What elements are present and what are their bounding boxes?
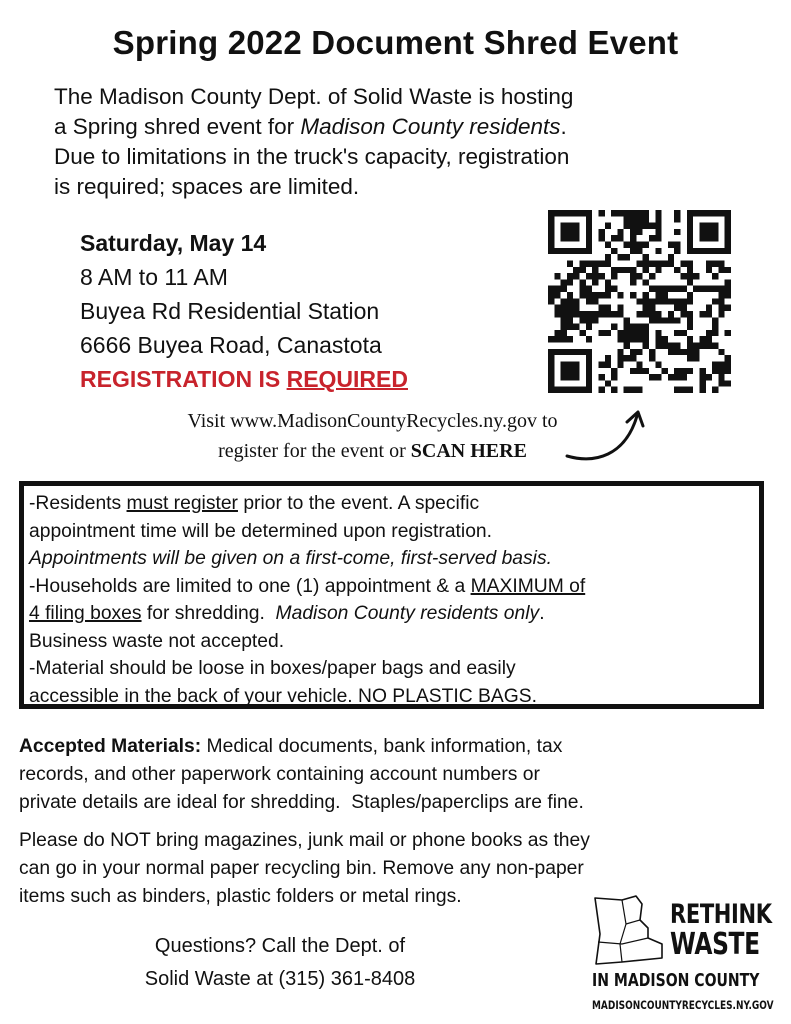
- rules-box: [19, 481, 764, 709]
- donot-line: items such as binders, plastic folders or metal rings.: [19, 886, 462, 907]
- visit-line: [110, 436, 635, 466]
- rule-emphasis: must register: [126, 493, 238, 514]
- rule-line: [29, 545, 753, 573]
- contact-line: Solid Waste at (315) 361-8408: [144, 968, 416, 990]
- rule-line: -Material should be loose in boxes/paper bags and easily: [29, 658, 516, 679]
- rule-line: accessible in the back of your vehicle. NO PLASTIC BAGS.: [29, 685, 537, 707]
- rethink-waste-logo: [592, 894, 780, 1019]
- rule-line: [29, 490, 753, 518]
- intro-line: is required; spaces are limited.: [54, 174, 360, 199]
- rule-emphasis: MAXIMUM of: [470, 575, 586, 597]
- event-location: Buyea Rd Residential Station: [80, 298, 380, 324]
- accepted-text: Medical documents, bank information, tax: [201, 736, 563, 757]
- curved-arrow-icon: [565, 404, 657, 464]
- registration-required-notice: [80, 362, 540, 396]
- intro-text: .: [560, 114, 567, 139]
- req-text: REGISTRATION IS: [80, 366, 287, 392]
- logo-line: RETHINK: [670, 899, 772, 930]
- event-date: Saturday, May 14: [80, 230, 267, 256]
- rule-line: [29, 573, 753, 601]
- rule-italic: Madison County residents only: [275, 603, 540, 624]
- intro-text: a Spring shred event for: [54, 114, 301, 139]
- logo-county: IN MADISON COUNTY: [592, 970, 760, 991]
- event-time: 8 AM to 11 AM: [80, 264, 228, 290]
- event-details: [80, 226, 540, 396]
- scan-here-label: SCAN HERE: [410, 440, 527, 462]
- contact-line: Questions? Call the Dept. of: [154, 935, 406, 957]
- contact-info: [80, 930, 480, 996]
- rule-emphasis: 4 filing boxes: [29, 603, 142, 624]
- visit-text: register for the event or: [218, 440, 411, 462]
- accepted-line: records, and other paperwork containing account numbers or: [19, 764, 540, 785]
- logo-wordmark: [670, 899, 772, 962]
- donot-line: Please do NOT bring magazines, junk mail or phone books as they: [19, 830, 590, 851]
- intro-paragraph: [54, 82, 754, 202]
- logo-line: WASTE: [670, 927, 760, 962]
- register-instructions: [110, 406, 635, 466]
- rule-line: appointment time will be determined upon registration.: [29, 520, 493, 542]
- rule-text: prior to the event. A specific: [237, 493, 480, 514]
- rule-italic: Appointments will be given on a first-come, first-served basis.: [29, 548, 552, 569]
- logo-url: MADISONCOUNTYRECYCLES.NY.GOV: [592, 998, 774, 1012]
- qr-code-icon[interactable]: [548, 210, 731, 393]
- county-map-icon: [592, 894, 672, 972]
- accepted-label: Accepted Materials:: [19, 736, 202, 757]
- accepted-line: [19, 733, 779, 761]
- rule-line: [29, 600, 753, 628]
- rule-text: .: [539, 603, 545, 624]
- rule-line: Business waste not accepted.: [29, 630, 285, 652]
- intro-line: [54, 112, 754, 142]
- req-emphasis: REQUIRED: [286, 366, 408, 392]
- accepted-materials: [19, 733, 779, 817]
- rule-text: -Households are limited to one (1) appointment & a: [29, 575, 471, 597]
- rule-text: for shredding.: [141, 603, 276, 624]
- intro-line: The Madison County Dept. of Solid Waste is hosting: [54, 84, 574, 109]
- visit-line: Visit www.MadisonCountyRecycles.ny.gov to: [187, 410, 558, 432]
- accepted-line: private details are ideal for shredding. Staples/paperclips are fine.: [19, 792, 584, 813]
- page-title: Spring 2022 Document Shred Event: [112, 24, 679, 61]
- rule-text: -Residents: [29, 493, 127, 514]
- intro-emphasis: Madison County residents: [300, 114, 561, 139]
- donot-line: can go in your normal paper recycling bin. Remove any non-paper: [19, 858, 584, 879]
- event-address: 6666 Buyea Road, Canastota: [80, 332, 382, 358]
- intro-line: Due to limitations in the truck's capacity, registration: [54, 144, 570, 169]
